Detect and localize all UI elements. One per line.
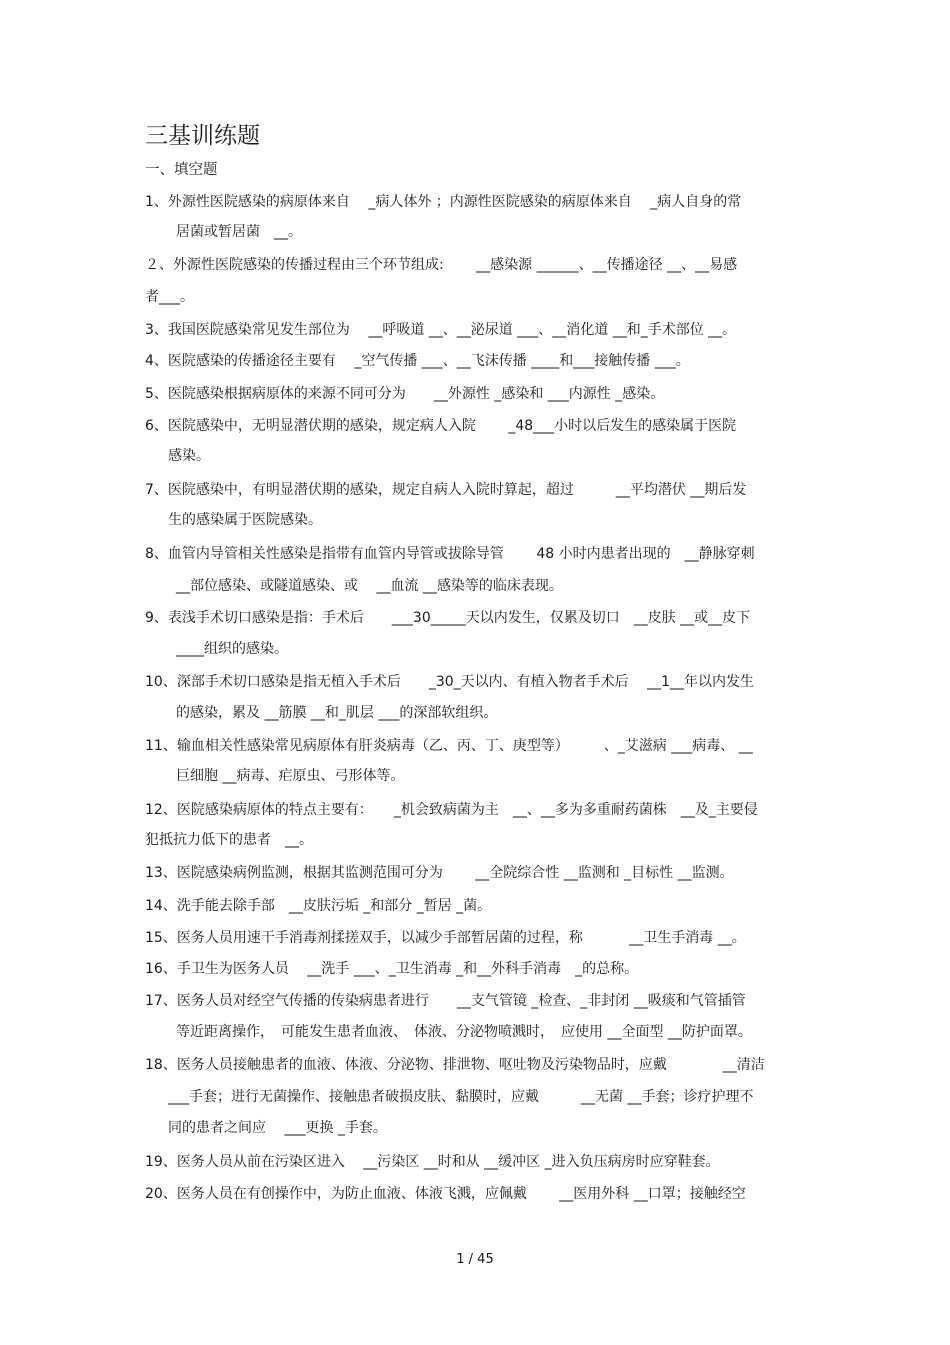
text-line: 居菌或暂居菌 __。 [176,224,302,240]
text-line: 18、医务人员接触患者的血液、体液、分泌物、排泄物、呕吐物及污染物品时，应戴 __清洁 [145,1057,765,1073]
text-line: 19、医务人员从前在污染区进入 __污染区 __时和从 __缓冲区 _进入负压病房时应穿鞋套。 [145,1154,720,1170]
text-line: 10、深部手术切口感染是指无植入手术后 _30_天以内、有植入物者手术后 __1__年以内发生 [145,674,754,690]
text-line: 8、血管内导管相关性感染是指带有血管内导管或拔除导管 48 小时内患者出现的 __静脉穿刺 [145,546,755,562]
text-line: 等近距离操作， 可能发生患者血液、 体液、分泌物喷溅时， 应使用 __全面型 __防护面罩。 [176,1024,752,1040]
text-line: ２、外源性医院感染的传播过程由三个环节组成: __感染源 ______、__传播途径 __、__易感 [145,257,738,273]
text-line: 生的感染属于医院感染。 [168,512,322,528]
section-heading: 一、填空题 [145,162,218,178]
text-line: 同的患者之间应 ___更换 _手套。 [168,1120,387,1136]
text-line: 12、医院感染病原体的特点主要有： _机会致病菌为主 __、__多为多重耐药菌株 __及_主要侵 [145,802,758,818]
text-line: 5、医院感染根据病原体的来源不同可分为 __外源性 _感染和 ___内源性 _感染。 [145,386,665,402]
text-line: 14、洗手能去除手部 __皮肤污垢 _和部分 _暂居 _菌。 [145,898,492,914]
text-line: 者___。 [145,289,194,305]
text-line: 犯抵抗力低下的患者 __。 [145,832,313,848]
text-line: 9、表浅手术切口感染是指：手术后 ___30_____天以内发生，仅累及切口 __皮肤 __或__皮下 [145,610,751,626]
document-title: 三基训练题 [145,123,260,149]
text-line: 11、输血相关性感染常见病原体有肝炎病毒（乙、丙、丁、庚型等） 、_艾滋病 ___病毒、 __ [145,738,753,754]
text-line: 的感染，累及 __筋膜 __和_肌层 ___的深部软组织。 [176,705,498,721]
text-line: 巨细胞 __病毒、疟原虫、弓形体等。 [176,768,405,784]
text-line: 16、手卫生为医务人员 __洗手 ___、_卫生消毒 _和__外科手消毒 _的总称。 [145,961,639,977]
text-line: 4、医院感染的传播途径主要有 _空气传播 ___、__飞沫传播 ____和___接触传播 ___。 [145,353,690,369]
text-line: ____组织的感染。 [176,641,288,657]
text-line: __部位感染、或隧道感染、或 __血流 __感染等的临床表现。 [176,578,563,594]
text-line: 3、我国医院感染常见发生部位为 __呼吸道 __、__泌尿道 ___、__消化道 __和_手术部位 __。 [145,322,737,338]
text-line: 20、医务人员在有创操作中，为防止血液、体液飞溅，应佩戴 __医用外科 __口罩；接触经空 [145,1186,746,1202]
text-line: 6、医院感染中，无明显潜伏期的感染，规定病人入院 _48___小时以后发生的感染属于医院 [145,418,737,434]
page-number: 1 / 45 [456,1252,494,1267]
text-line: 7、医院感染中，有明显潜伏期的感染，规定自病人入院时算起，超过 __平均潜伏 __期后发 [145,482,747,498]
text-line: 17、医务人员对经空气传播的传染病患者进行 __支气管镜 _检查、_非封闭 __吸痰和气管插管 [145,993,746,1009]
text-line: ___手套；进行无菌操作、接触患者破损皮肤、黏膜时，应戴 __无菌 __手套；诊疗护理不 [168,1089,754,1105]
text-line: 1、外源性医院感染的病原体来自 _病人体外 ；内源性医院感染的病原体来自 _病人自身的常 [145,194,742,210]
text-line: 15、医务人员用速干手消毒剂揉搓双手，以减少手部暂居菌的过程，称 __卫生手消毒 __。 [145,930,746,946]
text-line: 13、医院感染病例监测，根据其监测范围可分为 __全院综合性 __监测和 _目标性 __监测。 [145,865,734,881]
text-line: 感染。 [168,448,210,464]
